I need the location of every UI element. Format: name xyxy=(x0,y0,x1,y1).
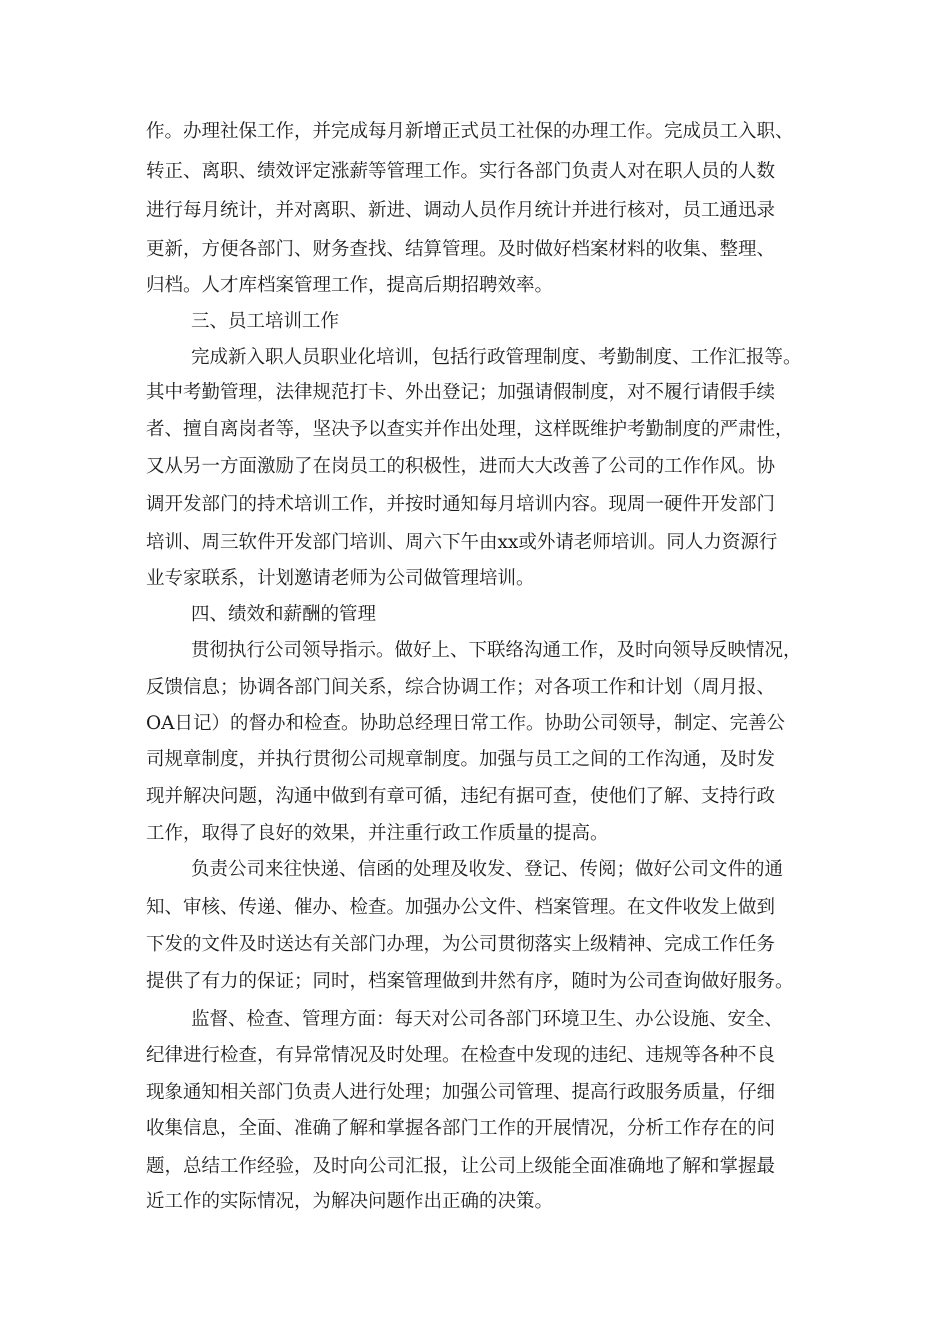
section-heading: 三、员工培训工作 xyxy=(191,311,340,332)
text-line: 现象通知相关部门负责人进行处理；加强公司管理、提高行政服务质量，仔细 xyxy=(146,1082,776,1103)
text-line: 监督、检查、管理方面：每天对公司各部门环境卫生、办公设施、安全、 xyxy=(191,1009,784,1030)
text-line: 归档。人才库档案管理工作，提高后期招聘效率。 xyxy=(146,275,554,296)
text-line: 者、擅自离岗者等，坚决予以查实并作出处理，这样既维护考勤制度的严肃性， xyxy=(146,419,794,440)
text-line: 知、审核、传递、催办、检查。加强办公文件、档案管理。在文件收发上做到 xyxy=(146,897,776,918)
text-line: 反馈信息；协调各部门间关系，综合协调工作；对各项工作和计划（周月报、 xyxy=(146,677,776,698)
text-line: 培训、周三软件开发部门培训、周六下午由xx或外请老师培训。同人力资源行 xyxy=(146,532,778,553)
text-line: 调开发部门的持术培训工作，并按时通知每月培训内容。现周一硬件开发部门 xyxy=(146,494,776,515)
text-line: 收集信息，全面、准确了解和掌握各部门工作的开展情况，分析工作存在的问 xyxy=(146,1118,776,1139)
text-line: 更新，方便各部门、财务查找、结算管理。及时做好档案材料的收集、整理、 xyxy=(146,239,776,260)
text-line: 司规章制度，并执行贯彻公司规章制度。加强与员工之间的工作沟通，及时发 xyxy=(146,749,776,770)
text-line: 工作，取得了良好的效果，并注重行政工作质量的提高。 xyxy=(146,823,609,844)
text-line: 转正、离职、绩效评定涨薪等管理工作。实行各部门负责人对在职人员的人数 xyxy=(146,161,776,182)
text-line: 纪律进行检查，有异常情况及时处理。在检查中发现的违纪、违规等各种不良 xyxy=(146,1045,776,1066)
text-line: 作。办理社保工作，并完成每月新增正式员工社保的办理工作。完成员工入职、 xyxy=(146,121,794,142)
text-line: 业专家联系，计划邀请老师为公司做管理培训。 xyxy=(146,568,535,589)
section-heading: 四、绩效和薪酬的管理 xyxy=(191,604,377,625)
text-line: 其中考勤管理，法律规范打卡、外出登记；加强请假制度，对不履行请假手续 xyxy=(146,382,776,403)
text-line: 题，总结工作经验，及时向公司汇报，让公司上级能全面准确地了解和掌握最 xyxy=(146,1156,776,1177)
text-line: 下发的文件及时送达有关部门办理，为公司贯彻落实上级精神、完成工作任务 xyxy=(146,934,776,955)
text-line: 近工作的实际情况，为解决问题作出正确的决策。 xyxy=(146,1191,554,1212)
text-line: OA日记）的督办和检查。协助总经理日常工作。协助公司领导，制定、完善公 xyxy=(146,713,786,734)
text-line: 负责公司来往快递、信函的处理及收发、登记、传阅；做好公司文件的通 xyxy=(191,859,784,880)
text-line: 完成新入职人员职业化培训，包括行政管理制度、考勤制度、工作汇报等。 xyxy=(191,347,802,368)
text-line: 又从另一方面激励了在岗员工的积极性，进而大大改善了公司的工作作风。协 xyxy=(146,456,776,477)
text-line: 贯彻执行公司领导指示。做好上、下联络沟通工作，及时向领导反映情况， xyxy=(191,640,802,661)
text-line: 现并解决问题，沟通中做到有章可循，违纪有据可查，使他们了解、支持行政 xyxy=(146,786,776,807)
text-line: 提供了有力的保证；同时，档案管理做到井然有序，随时为公司查询做好服务。 xyxy=(146,971,794,992)
text-line: 进行每月统计，并对离职、新进、调动人员作月统计并进行核对，员工通迅录 xyxy=(146,200,776,221)
